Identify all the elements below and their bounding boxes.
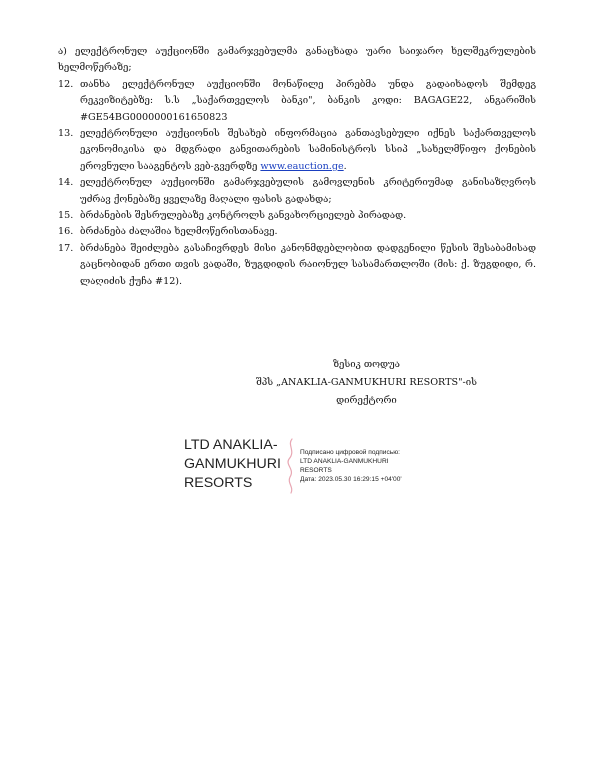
list-item bbox=[58, 208, 536, 224]
signatory-position: დირექტორი bbox=[336, 395, 397, 406]
item-number: 13. bbox=[58, 128, 74, 140]
item-text: თანხა ელექტრონულ აუქციონში მონაწილე პირებმა უნდა გადაიხადოს შემდეგ რეკვიზიტებზე: ს.ს „საქართველოს ბანკი", ბანკის კოდი: BAGAGE22, ანგარიშის #GE54BG0000000161650823 bbox=[80, 78, 536, 123]
signatory-block bbox=[0, 356, 593, 410]
item-number: 12. bbox=[58, 78, 74, 90]
list-item bbox=[58, 126, 536, 175]
item-number: 16. bbox=[58, 226, 74, 238]
stamp-name-line: LTD ANAKLIA- bbox=[184, 437, 278, 453]
item-text: ელექტრონულ აუქციონში გამარჯვებულის გამოვლენის კრიტერიუმად განისაზღვროს უძრავ ქონებაზე ყველაზე მაღალი ფასის გადახდა; bbox=[80, 177, 536, 205]
order-items-list bbox=[58, 44, 536, 290]
item-text bbox=[80, 126, 536, 175]
list-item bbox=[58, 241, 536, 290]
list-item bbox=[58, 44, 536, 77]
signatory-name: ზესიკ თოდუა bbox=[333, 359, 400, 370]
item-text: ბრძანება შეიძლება გასაჩივრდეს მისი კანონმდებლობით დადგენილი წესის შესაბამისად გაცნობიდან ერთი თვის ვადაში, ზუგდიდის რაიონულ სასამართლოში (მის: ქ. ზუგდიდი, რ. ლაღიძის ქუჩა #12). bbox=[80, 242, 536, 287]
stamp-info-line: LTD ANAKLIA-GANMUKHURI bbox=[300, 458, 389, 465]
signature-mark-icon bbox=[283, 437, 299, 495]
item-text: ბრძანება ძალაშია ხელმოწერისთანავე. bbox=[80, 226, 278, 238]
item-text-end: . bbox=[343, 160, 347, 172]
stamp-name-line: RESORTS bbox=[184, 475, 253, 491]
digital-stamp-name bbox=[184, 436, 292, 493]
item-number: 15. bbox=[58, 210, 74, 222]
signatory-company: შპს „ANAKLIA-GANMUKHURI RESORTS"-ის bbox=[256, 377, 477, 388]
stamp-info-line: Дата: 2023.05.30 16:29:15 +04'00' bbox=[300, 476, 402, 483]
item-text: ბრძანების შესრულებაზე კონტროლს განვახორციელებ პირადად. bbox=[80, 210, 407, 222]
item-number: 14. bbox=[58, 177, 74, 189]
list-item bbox=[58, 175, 536, 208]
list-item bbox=[58, 77, 536, 126]
item-number: 17. bbox=[58, 242, 74, 254]
digital-signature-info bbox=[300, 448, 460, 484]
item-text: ა) ელექტრონულ აუქციონში გამარჯვებულმა განაცხადა უარი საიჯარო ხელშეკრულების ხელმოწერაზე; bbox=[58, 46, 536, 74]
stamp-info-line: Подписано цифровой подписью: bbox=[300, 449, 401, 456]
item-text-part: ელექტრონული აუქციონის შესახებ ინფორმაცია განთავსებული იქნეს საქართველოს ეკონომიკისა და მდგრადი განვითარების სამინისტროს სსიპ „სახელმწიფო ქონების ეროვნული სააგენტოს ვებ-გვერდზე bbox=[80, 128, 536, 172]
list-item bbox=[58, 224, 536, 240]
stamp-info-line: RESORTS bbox=[300, 467, 332, 474]
eauction-link[interactable]: www.eauction.ge bbox=[260, 160, 344, 172]
stamp-name-line: GANMUKHURI bbox=[184, 456, 281, 472]
